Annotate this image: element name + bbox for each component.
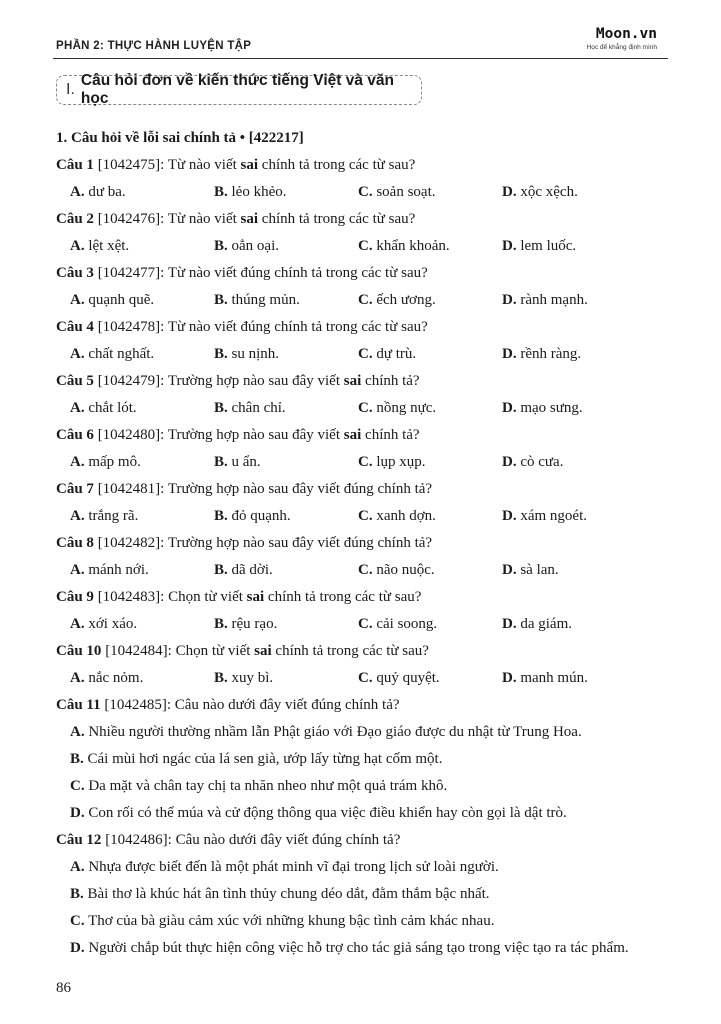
- question-text-end: chính tả trong các từ sau?: [271, 643, 429, 659]
- question-stem: [56, 692, 671, 719]
- option-d: D. xộc xệch.: [502, 184, 578, 200]
- option-d: D. manh mún.: [502, 670, 588, 686]
- question-label: Câu 6: [56, 427, 94, 443]
- question-stem: [56, 422, 671, 449]
- question-label: Câu 1: [56, 157, 94, 173]
- question-stem: [56, 476, 671, 503]
- question-label: Câu 3: [56, 265, 94, 281]
- option-c: C. soản soạt.: [358, 184, 436, 200]
- question-text: [1042482]: Trường hợp nào sau đây viết đúng chính tả?: [93, 535, 433, 551]
- question-text-end: chính tả trong các từ sau?: [258, 211, 416, 227]
- question-label: Câu 11: [56, 697, 101, 713]
- option-row: [56, 611, 671, 638]
- question-text-end: chính tả?: [361, 427, 420, 443]
- question-stem: [56, 530, 671, 557]
- option-c: C. lụp xụp.: [358, 454, 426, 470]
- section-title-box: [56, 72, 422, 107]
- option-c: C. não nuộc.: [358, 562, 435, 578]
- section-title: Câu hỏi đơn về kiến thức tiếng Việt và văn học: [80, 72, 394, 107]
- question-text: [1042479]: Trường hợp nào sau đây viết: [93, 373, 344, 389]
- option-c: C. Da mặt và chân tay chị ta nhăn nheo như một quả trám khô.: [70, 778, 448, 794]
- question-stem: [56, 152, 671, 179]
- question-text: [1042477]: Từ nào viết đúng chính tả trong các từ sau?: [93, 265, 428, 281]
- option-row: [56, 179, 671, 206]
- option-d: D. xám ngoét.: [502, 508, 587, 524]
- question-emphasis: sai: [240, 157, 259, 173]
- question-emphasis: sai: [254, 643, 272, 659]
- question-label: Câu 10: [56, 643, 102, 659]
- option-c: C. dự trù.: [358, 346, 417, 362]
- section-number: I.: [66, 81, 75, 98]
- option-d: D. da giám.: [502, 616, 572, 632]
- option-b: B. đỏ quạnh.: [214, 508, 291, 524]
- option-row: [56, 341, 671, 368]
- option-b: B. xuy bì.: [214, 670, 274, 686]
- question-label: Câu 2: [56, 211, 94, 227]
- option-b: B. dã dời.: [214, 562, 273, 578]
- option-b: B. u ẩn.: [214, 454, 261, 470]
- question-list: [56, 125, 671, 962]
- header-divider: [53, 58, 668, 59]
- option-c: C. cải soong.: [358, 616, 438, 632]
- logo-tagline: Học để khẳng định mình: [586, 44, 657, 51]
- question-text: [1042480]: Trường hợp nào sau đây viết: [93, 427, 344, 443]
- option-b: B. lẻo khẻo.: [214, 184, 287, 200]
- option-a: A. mánh nới.: [70, 562, 149, 578]
- question-stem: [56, 638, 671, 665]
- question-emphasis: sai: [343, 427, 362, 443]
- option-b: B. oẳn oại.: [214, 238, 279, 254]
- option-d: D. lem luốc.: [502, 238, 577, 254]
- option-row: [56, 449, 671, 476]
- option-a: A. trắng rã.: [70, 508, 139, 524]
- option-b: B. thúng mủn.: [214, 292, 300, 308]
- option-a: A. quạnh quẽ.: [70, 292, 155, 308]
- option-b: B. rệu rạo.: [214, 616, 278, 632]
- option-a: A. dư ba.: [70, 184, 126, 200]
- question-text-end: chính tả trong các từ sau?: [264, 589, 422, 605]
- option-a: A. xới xáo.: [70, 616, 138, 632]
- option-d: D. mạo sưng.: [502, 400, 583, 416]
- question-text: [1042476]: Từ nào viết: [93, 211, 241, 227]
- option-a: A. chất nghất.: [70, 346, 155, 362]
- option-d: D. Con rối có thể múa và cử động thông qua việc điều khiển hay còn gọi là dật trò.: [70, 805, 567, 821]
- option-d: D. rềnh ràng.: [502, 346, 582, 362]
- question-text: [1042478]: Từ nào viết đúng chính tả trong các từ sau?: [93, 319, 428, 335]
- option-row: [56, 395, 671, 422]
- question-stem: [56, 260, 671, 287]
- question-text-end: chính tả?: [361, 373, 420, 389]
- option-row: [56, 665, 671, 692]
- option-b: B. Bài thơ là khúc hát ân tình thủy chung déo dắt, đằm thắm bậc nhất.: [70, 886, 490, 902]
- option-a: A. chắt lót.: [70, 400, 137, 416]
- question-stem: [56, 206, 671, 233]
- page-number: 86: [56, 980, 71, 996]
- question-label: Câu 9: [56, 589, 94, 605]
- option-row: [56, 287, 671, 314]
- question-label: Câu 5: [56, 373, 94, 389]
- section-label: PHẦN 2: THỰC HÀNH LUYỆN TẬP: [56, 40, 252, 52]
- question-stem: [56, 368, 671, 395]
- question-label: Câu 7: [56, 481, 94, 497]
- option-c: C. nồng nực.: [358, 400, 437, 416]
- option-d: D. Người chắp bút thực hiện công việc hỗ trợ cho tác giả sáng tạo trong việc tạo ra tác phẩm.: [70, 940, 629, 956]
- question-label: Câu 8: [56, 535, 94, 551]
- option-c: C. quỷ quyệt.: [358, 670, 440, 686]
- question-stem: [56, 827, 671, 854]
- option-c: C. xanh dợn.: [358, 508, 436, 524]
- question-text-end: chính tả trong các từ sau?: [258, 157, 416, 173]
- option-row: [56, 503, 671, 530]
- moon-logo: [587, 26, 657, 51]
- option-c: C. ếch ương.: [358, 292, 436, 308]
- question-text: [1042484]: Chọn từ viết: [101, 643, 255, 659]
- option-row: [56, 557, 671, 584]
- option-b: B. Cái mùi hơi ngác của lá sen già, ướp lấy từng hạt cốm một.: [70, 751, 443, 767]
- question-stem: [56, 584, 671, 611]
- question-stem: [56, 314, 671, 341]
- option-c: C. khẩn khoản.: [358, 238, 450, 254]
- option-a: A. mấp mô.: [70, 454, 141, 470]
- option-d: D. sà lan.: [502, 562, 559, 578]
- question-label: Câu 4: [56, 319, 94, 335]
- option-row: [56, 233, 671, 260]
- option-a: A. nắc nỏm.: [70, 670, 144, 686]
- question-text: [1042486]: Câu nào dưới đây viết đúng chính tả?: [101, 832, 401, 848]
- question-text: [1042475]: Từ nào viết: [93, 157, 241, 173]
- question-text: [1042481]: Trường hợp nào sau đây viết đúng chính tả?: [93, 481, 433, 497]
- subsection-heading: 1. Câu hỏi về lỗi sai chính tả • [422217]: [56, 130, 304, 146]
- option-c: C. Thơ của bà giàu cảm xúc với những khung bậc tình cảm khác nhau.: [70, 913, 495, 929]
- question-emphasis: sai: [246, 589, 265, 605]
- question-label: Câu 12: [56, 832, 102, 848]
- question-text: [1042485]: Câu nào dưới đây viết đúng chính tả?: [100, 697, 400, 713]
- option-d: D. cò cưa.: [502, 454, 564, 470]
- option-d: D. rành mạnh.: [502, 292, 588, 308]
- option-a: A. Nhựa được biết đến là một phát minh vĩ đại trong lịch sử loài người.: [70, 859, 499, 875]
- question-emphasis: sai: [240, 211, 259, 227]
- option-a: A. lệt xệt.: [70, 238, 130, 254]
- option-b: B. su nịnh.: [214, 346, 280, 362]
- option-b: B. chân chỉ.: [214, 400, 286, 416]
- question-emphasis: sai: [343, 373, 362, 389]
- question-text: [1042483]: Chọn từ viết: [93, 589, 247, 605]
- logo-name: Moon.vn: [595, 26, 657, 42]
- option-a: A. Nhiều người thường nhầm lẫn Phật giáo với Đạo giáo được du nhật từ Trung Hoa.: [70, 724, 582, 740]
